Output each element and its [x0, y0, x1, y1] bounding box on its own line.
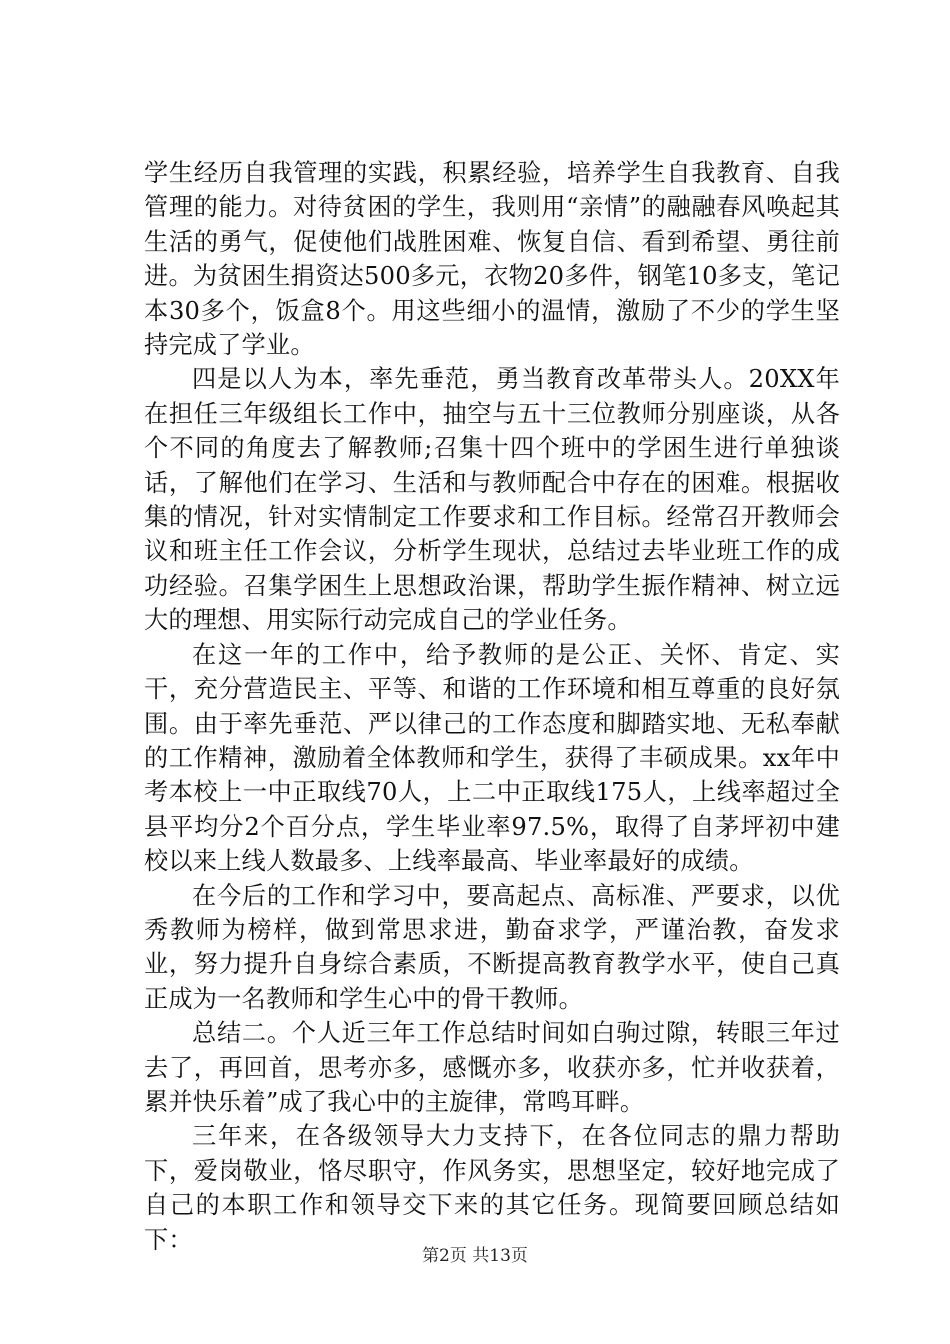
paragraph-5: 总结二。个人近三年工作总结时间如白驹过隙，转眼三年过去了，再回首，思考亦多，感慨亦多，收获亦多，忙并收获着，累并快乐着”成了我心中的主旋律，常鸣耳畔。: [144, 1019, 840, 1116]
paragraph-2: 四是以人为本，率先垂范，勇当教育改革带头人。20XX年在担任三年级组长工作中，抽空与五十三位教师分别座谈，从各个不同的角度去了解教师;召集十四个班中的学困生进行单独谈话，了解他们在学习、生活和与教师配合中存在的困难。根据收集的情况，针对实情制定工作要求和工作目标。经常召开教师会议和班主任工作会议，分析学生现状，总结过去毕业班工作的成功经验。召集学困生上思想政治课，帮助学生振作精神、树立远大的理想、用实际行动完成自己的学业任务。: [144, 365, 840, 635]
paragraph-6: 三年来，在各级领导大力支持下，在各位同志的鼎力帮助下，爱岗敬业，恪尽职守，作风务实，思想坚定，较好地完成了自己的本职工作和领导交下来的其它任务。现简要回顾总结如下：: [144, 1122, 840, 1254]
paragraph-4: 在今后的工作和学习中，要高起点、高标准、严要求，以优秀教师为榜样，做到常思求进，勤奋求学，严谨治教，奋发求业，努力提升自身综合素质，不断提高教育教学水平，使自己真正成为一名教师和学生心中的骨干教师。: [144, 881, 840, 1013]
paragraph-3: 在这一年的工作中，给予教师的是公正、关怀、肯定、实干，充分营造民主、平等、和谐的工作环境和相互尊重的良好氛围。由于率先垂范、严以律己的工作态度和脚踏实地、无私奉献的工作精神，激励着全体教师和学生，获得了丰硕成果。xx年中考本校上一中正取线70人，上二中正取线175人，上线率超过全县平均分2个百分点，学生毕业率97.5%，取得了自茅坪初中建校以来上线人数最多、上线率最高、毕业率最好的成绩。: [144, 640, 840, 876]
page-number-footer: 第2页 共13页: [422, 1246, 528, 1266]
document-body: [144, 156, 840, 1257]
paragraph-1: 学生经历自我管理的实践，积累经验，培养学生自我教育、自我管理的能力。对待贫困的学生，我则用“亲情”的融融春风唤起其生活的勇气，促使他们战胜困难、恢复自信、看到希望、勇往前进。为贫困生捐资达500多元，衣物20多件，钢笔10多支，笔记本30多个，饭盒8个。用这些细小的温情，激励了不少的学生坚持完成了学业。: [144, 159, 840, 360]
